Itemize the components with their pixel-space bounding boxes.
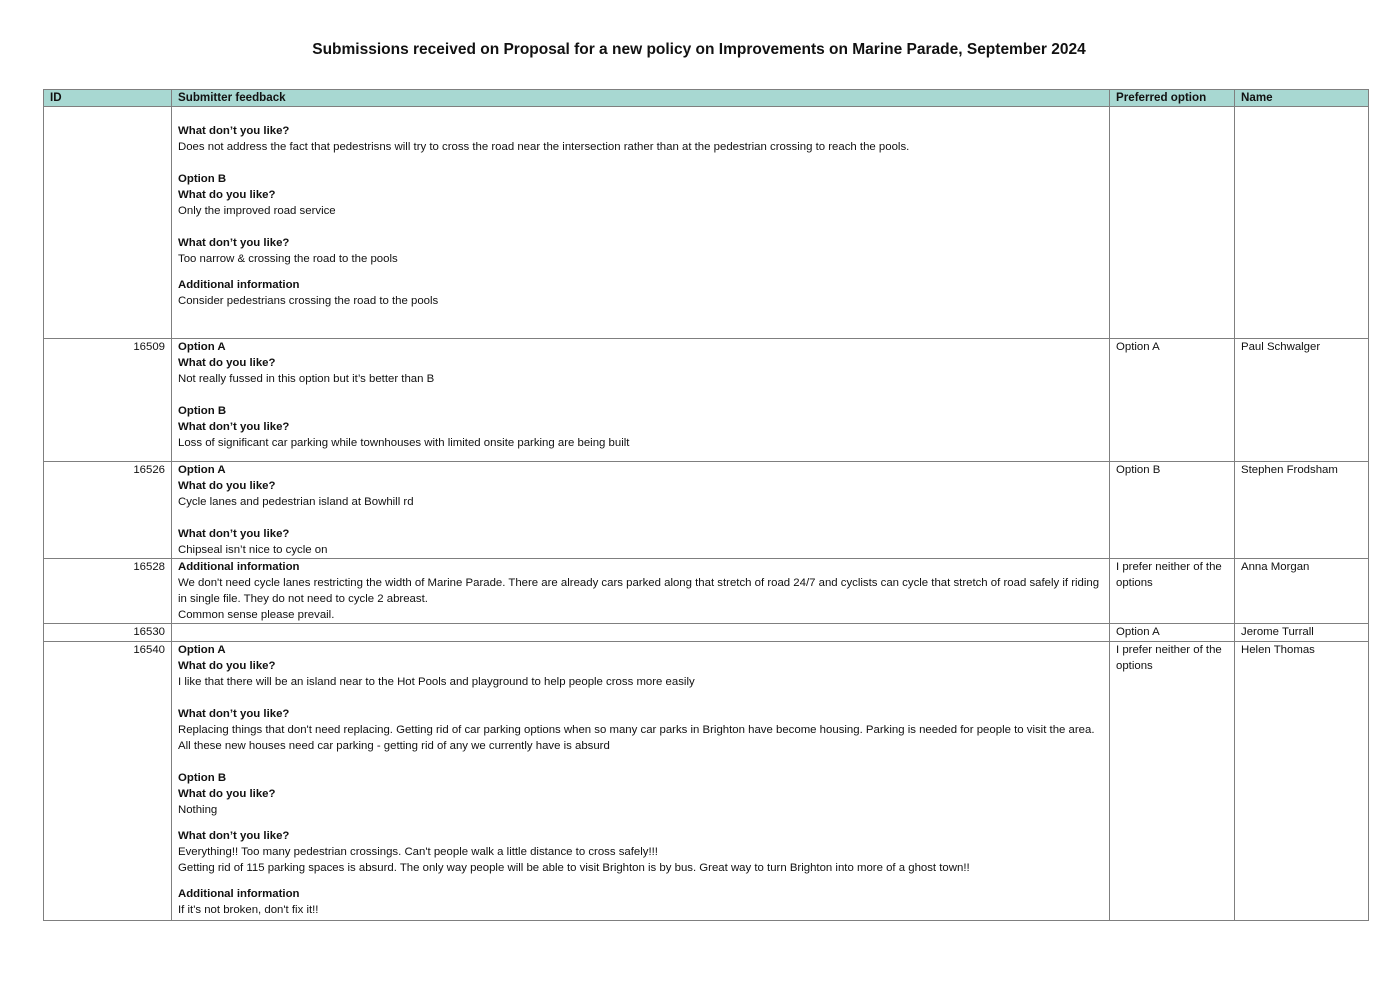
- feedback-heading: Option A: [178, 644, 226, 656]
- feedback-heading: Option A: [178, 464, 226, 476]
- preferred-option-cell: Option A: [1110, 339, 1235, 462]
- feedback-text: Too narrow & crossing the road to the pools: [178, 253, 398, 265]
- feedback-heading: What don’t you like?: [178, 125, 290, 137]
- page-title: Submissions received on Proposal for a new policy on Improvements on Marine Parade, September 2024: [312, 41, 1086, 58]
- feedback-heading: What don’t you like?: [178, 708, 290, 720]
- feedback-cell: [172, 107, 1110, 339]
- preferred-option-cell: I prefer neither of the options: [1110, 642, 1235, 921]
- feedback-text: Nothing: [178, 804, 218, 816]
- table-row: [44, 107, 1369, 339]
- feedback-text: Everything!! Too many pedestrian crossings. Can't people walk a little distance to cross safely!!!: [178, 846, 658, 858]
- feedback-text: Does not address the fact that pedestrisns will try to cross the road near the intersection rather than at the pedestrian crossing to reach the pools.: [178, 141, 910, 153]
- feedback-heading: What do you like?: [178, 189, 276, 201]
- feedback-heading: Option B: [178, 405, 227, 417]
- table-row: [44, 339, 1369, 462]
- preferred-option-cell: Option B: [1110, 462, 1235, 559]
- header-name: Name: [1235, 90, 1369, 107]
- feedback-heading: Option A: [178, 341, 226, 353]
- submissions-table: [43, 89, 1369, 921]
- id-cell: 16540: [44, 642, 172, 921]
- feedback-heading: What don’t you like?: [178, 421, 290, 433]
- feedback-heading: Additional information: [178, 561, 300, 573]
- feedback-heading: What do you like?: [178, 480, 276, 492]
- name-cell: [1235, 107, 1369, 339]
- feedback-cell: [172, 559, 1110, 624]
- feedback-text: Consider pedestrians crossing the road to the pools: [178, 295, 439, 307]
- id-cell: 16528: [44, 559, 172, 624]
- feedback-heading: What don’t you like?: [178, 830, 290, 842]
- name-cell: Jerome Turrall: [1235, 624, 1369, 642]
- table-row: [44, 462, 1369, 559]
- feedback-cell: [172, 624, 1110, 642]
- preferred-option-cell: [1110, 107, 1235, 339]
- feedback-text: I like that there will be an island near to the Hot Pools and playground to help people cross more easily: [178, 676, 695, 688]
- table-row: [44, 559, 1369, 624]
- feedback-heading: What don’t you like?: [178, 237, 290, 249]
- feedback-text: If it's not broken, don't fix it!!: [178, 904, 319, 916]
- feedback-heading: Additional information: [178, 279, 300, 291]
- feedback-heading: Option B: [178, 173, 227, 185]
- feedback-text: Only the improved road service: [178, 205, 336, 217]
- header-preferred-option: Preferred option: [1110, 90, 1235, 107]
- name-cell: Stephen Frodsham: [1235, 462, 1369, 559]
- feedback-text: Getting rid of 115 parking spaces is absurd. The only way people will be able to visit Brighton is by bus. Great way to turn Brighton into more of a ghost town!!: [178, 862, 970, 874]
- feedback-heading: Additional information: [178, 888, 300, 900]
- preferred-option-cell: Option A: [1110, 624, 1235, 642]
- feedback-text: Not really fussed in this option but it’s better than B: [178, 373, 435, 385]
- feedback-text: Replacing things that don't need replacing. Getting rid of car parking options when so many car parks in Brighton have become housing. Parking is needed for people to visit the area. All these new houses need car parking - getting rid of any we currently have is absurd: [178, 724, 1095, 752]
- table-header-row: [44, 90, 1369, 107]
- feedback-heading: What don’t you like?: [178, 528, 290, 540]
- feedback-text: We don't need cycle lanes restricting the width of Marine Parade. There are already cars parked along that stretch of road 24/7 and cyclists can cycle that stretch of road safely if riding in single file. They do not need to cycle 2 abreast.: [178, 577, 1100, 605]
- feedback-heading: What do you like?: [178, 357, 276, 369]
- header-id: ID: [44, 90, 172, 107]
- table-row: [44, 642, 1369, 921]
- feedback-cell: [172, 339, 1110, 462]
- table-row: [44, 624, 1369, 642]
- feedback-text: Chipseal isn’t nice to cycle on: [178, 544, 328, 556]
- feedback-text: Loss of significant car parking while townhouses with limited onsite parking are being built: [178, 437, 630, 449]
- preferred-option-cell: I prefer neither of the options: [1110, 559, 1235, 624]
- feedback-text: Common sense please prevail.: [178, 609, 335, 621]
- feedback-cell: [172, 642, 1110, 921]
- feedback-heading: Option B: [178, 772, 227, 784]
- id-cell: 16509: [44, 339, 172, 462]
- feedback-heading: What do you like?: [178, 788, 276, 800]
- id-cell: [44, 107, 172, 339]
- id-cell: 16530: [44, 624, 172, 642]
- name-cell: Paul Schwalger: [1235, 339, 1369, 462]
- name-cell: Anna Morgan: [1235, 559, 1369, 624]
- feedback-text: Cycle lanes and pedestrian island at Bowhill rd: [178, 496, 414, 508]
- header-feedback: Submitter feedback: [172, 90, 1110, 107]
- name-cell: Helen Thomas: [1235, 642, 1369, 921]
- feedback-cell: [172, 462, 1110, 559]
- feedback-heading: What do you like?: [178, 660, 276, 672]
- id-cell: 16526: [44, 462, 172, 559]
